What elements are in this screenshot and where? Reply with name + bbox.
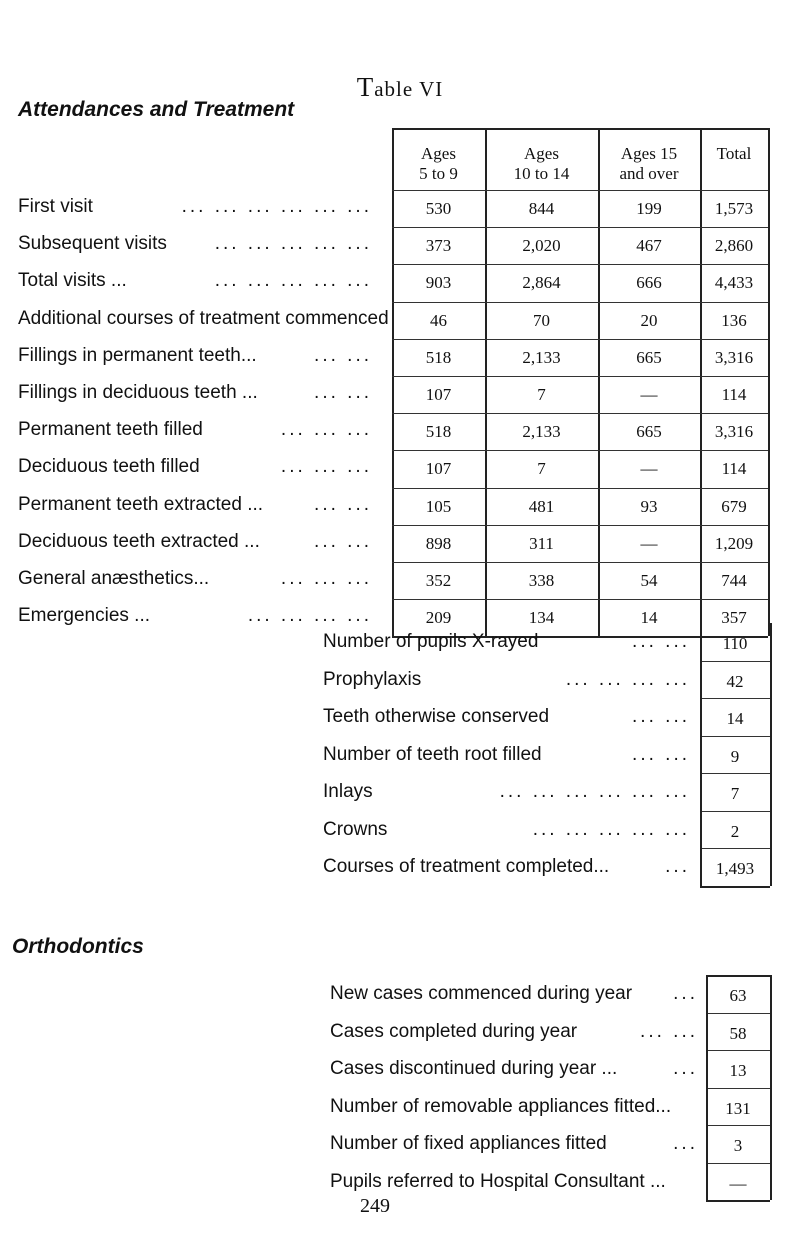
table-cell: 744: [721, 571, 747, 590]
table-cell: 54: [640, 571, 658, 590]
table-cell: 352: [425, 571, 452, 590]
summary-label: Courses of treatment completed...: [323, 856, 610, 877]
table-column-border: [768, 128, 770, 636]
summary-value: 14: [726, 709, 744, 728]
table-cell: 518: [425, 347, 452, 367]
row-divider: [392, 227, 768, 228]
summary-value: 7: [730, 784, 740, 803]
table-cell: 467: [636, 236, 662, 256]
row-divider: [392, 525, 768, 526]
row-divider: [392, 599, 768, 600]
column-header: Ages 10 to 14: [513, 144, 570, 183]
row-label: Fillings in deciduous teeth ...: [18, 382, 258, 403]
table-cell: 898: [425, 533, 452, 553]
summary-row-divider: [700, 698, 770, 699]
table-cell: —: [640, 459, 658, 479]
leader-dots: ... ...: [632, 631, 690, 652]
table-cell: 209: [425, 608, 452, 628]
summary-row-divider: [700, 848, 770, 849]
row-divider: [392, 302, 768, 303]
table-cell: 1,209: [714, 533, 754, 553]
leader-dots: ... ...: [314, 382, 372, 403]
ortho-row-divider: [706, 1013, 770, 1014]
ortho-value: 3: [733, 1136, 743, 1155]
row-divider: [392, 413, 768, 414]
ortho-label: Number of fixed appliances fitted: [330, 1133, 607, 1154]
leader-dots: ... ...: [640, 1020, 698, 1042]
title-initial: T: [356, 72, 375, 102]
ortho-row-divider: [706, 1050, 770, 1051]
ortho-right-border: [770, 975, 772, 1200]
ortho-row-divider: [706, 1088, 770, 1089]
table-cell: 107: [425, 385, 452, 404]
summary-label: Number of pupils X-rayed: [323, 631, 539, 652]
leader-dots: ...: [665, 856, 690, 877]
title-rest: able VI: [374, 77, 444, 101]
table-cell: 2,133: [522, 422, 561, 442]
table-cell: 3,316: [714, 422, 754, 442]
leader-dots: ... ... ... ... ...: [214, 233, 372, 255]
table-cell: 530: [425, 199, 452, 218]
summary-value: 9: [730, 746, 740, 766]
leader-dots: ... ...: [632, 743, 690, 765]
table-cell: 136: [721, 310, 747, 330]
ortho-label: Cases discontinued during year ...: [330, 1058, 618, 1079]
table-cell: 481: [528, 496, 555, 516]
table-cell: 107: [425, 459, 452, 479]
ortho-value: 63: [729, 986, 747, 1005]
leader-dots: ... ...: [632, 706, 690, 727]
table-cell: 518: [425, 422, 452, 442]
ortho-label: Cases completed during year: [330, 1020, 578, 1042]
row-label: Permanent teeth filled: [18, 419, 203, 441]
table-cell: 105: [425, 496, 452, 516]
row-label: Deciduous teeth extracted ...: [18, 530, 260, 552]
leader-dots: ... ...: [314, 530, 372, 552]
column-header: Ages 15 and over: [619, 144, 679, 183]
ortho-row-divider: [706, 1163, 770, 1164]
row-label: Fillings in permanent teeth...: [18, 344, 257, 366]
summary-row-divider: [700, 736, 770, 737]
leader-dots: ... ... ... ... ... ...: [499, 781, 690, 802]
summary-value: 2: [730, 821, 740, 841]
ortho-value: —: [729, 1173, 747, 1193]
row-label: Total visits ...: [18, 270, 127, 292]
ortho-value: 58: [729, 1023, 747, 1043]
table-cell: 679: [721, 496, 747, 516]
table-cell: 903: [425, 273, 452, 293]
row-label: Emergencies ...: [18, 605, 150, 627]
leader-dots: ...: [673, 983, 698, 1004]
ortho-label: New cases commenced during year: [330, 983, 633, 1004]
table-cell: 2,864: [522, 273, 561, 293]
table-cell: 311: [529, 533, 554, 553]
summary-label: Number of teeth root filled: [323, 743, 542, 765]
table-cell: 2,133: [522, 347, 561, 367]
summary-row-divider: [700, 661, 770, 662]
row-label: Deciduous teeth filled: [18, 456, 200, 478]
ortho-row-divider: [706, 1125, 770, 1126]
summary-value: 42: [726, 671, 744, 691]
ortho-value: 131: [725, 1098, 751, 1118]
leader-dots: ...: [673, 1133, 698, 1154]
ortho-top-border: [706, 975, 770, 977]
ortho-left-border: [706, 975, 708, 1200]
summary-label: Teeth otherwise conserved: [323, 706, 550, 727]
table-cell: 1,573: [714, 199, 754, 218]
section-heading-orthodontics: Orthodontics: [12, 935, 144, 958]
row-divider: [392, 376, 768, 377]
table-cell: 14: [640, 608, 658, 628]
summary-label: Inlays: [323, 781, 373, 802]
leader-dots: ... ... ... ... ...: [532, 818, 690, 840]
table-cell: 4,433: [714, 273, 754, 293]
row-divider: [392, 562, 768, 563]
table-cell: 93: [640, 496, 658, 516]
leader-dots: ... ... ... ... ... ...: [181, 196, 372, 217]
table-cell: 357: [721, 608, 747, 628]
table-cell: 373: [425, 236, 452, 256]
column-header: Total: [716, 144, 752, 163]
leader-dots: ... ... ...: [280, 419, 372, 441]
table-cell: 114: [721, 459, 747, 479]
row-divider: [392, 190, 768, 191]
ortho-value: 13: [729, 1061, 747, 1080]
row-divider: [392, 264, 768, 265]
table-cell: 2,860: [714, 236, 754, 256]
summary-label: Prophylaxis: [323, 668, 422, 690]
table-cell: 665: [636, 347, 662, 367]
row-label: Additional courses of treatment commenced: [18, 307, 389, 329]
table-cell: —: [640, 533, 658, 553]
summary-right-border: [770, 623, 772, 886]
row-label: First visit: [18, 196, 93, 217]
leader-dots: ... ... ...: [280, 456, 372, 478]
table-cell: 2,020: [522, 236, 561, 256]
row-divider: [392, 488, 768, 489]
summary-value: 1,493: [715, 859, 755, 878]
table-cell: 46: [430, 310, 447, 330]
row-label: Subsequent visits: [18, 233, 167, 255]
table-cell: 199: [636, 199, 662, 218]
summary-left-border: [700, 623, 702, 886]
table-cell: 70: [533, 310, 550, 330]
summary-label: Crowns: [323, 818, 388, 840]
table-cell: 3,316: [714, 347, 754, 367]
table-cell: 114: [721, 385, 747, 404]
leader-dots: ... ...: [314, 493, 372, 515]
leader-dots: ... ... ... ...: [247, 605, 372, 627]
column-header: Ages 5 to 9: [419, 144, 458, 183]
table-cell: 665: [636, 422, 662, 442]
row-label: General anæsthetics...: [18, 568, 210, 589]
table-top-border: [392, 128, 768, 130]
leader-dots: ... ... ... ... ...: [214, 270, 372, 292]
ortho-label: Pupils referred to Hospital Consultant ...: [330, 1170, 666, 1192]
section-heading-attendances: Attendances and Treatment: [18, 98, 295, 121]
table-cell: —: [640, 385, 658, 404]
table-cell: 666: [636, 273, 662, 293]
page-number: 249: [360, 1195, 390, 1217]
summary-bottom-border: [700, 886, 770, 888]
ortho-label: Number of removable appliances fitted...: [330, 1095, 672, 1117]
table-cell: 7: [537, 459, 546, 479]
table-cell: 7: [537, 385, 546, 404]
summary-row-divider: [700, 811, 770, 812]
table-cell: 20: [640, 310, 658, 330]
leader-dots: ... ...: [314, 344, 372, 366]
row-label: Permanent teeth extracted ...: [18, 493, 264, 515]
summary-row-divider: [700, 773, 770, 774]
table-cell: 338: [528, 571, 555, 590]
ortho-bottom-border: [706, 1200, 770, 1202]
leader-dots: ... ... ... ...: [565, 668, 690, 690]
leader-dots: ...: [673, 1058, 698, 1079]
table-cell: 844: [528, 199, 555, 218]
row-divider: [392, 339, 768, 340]
summary-value: 110: [722, 634, 748, 653]
leader-dots: ... ... ...: [280, 568, 372, 589]
row-divider: [392, 450, 768, 451]
table-cell: 134: [528, 608, 555, 628]
